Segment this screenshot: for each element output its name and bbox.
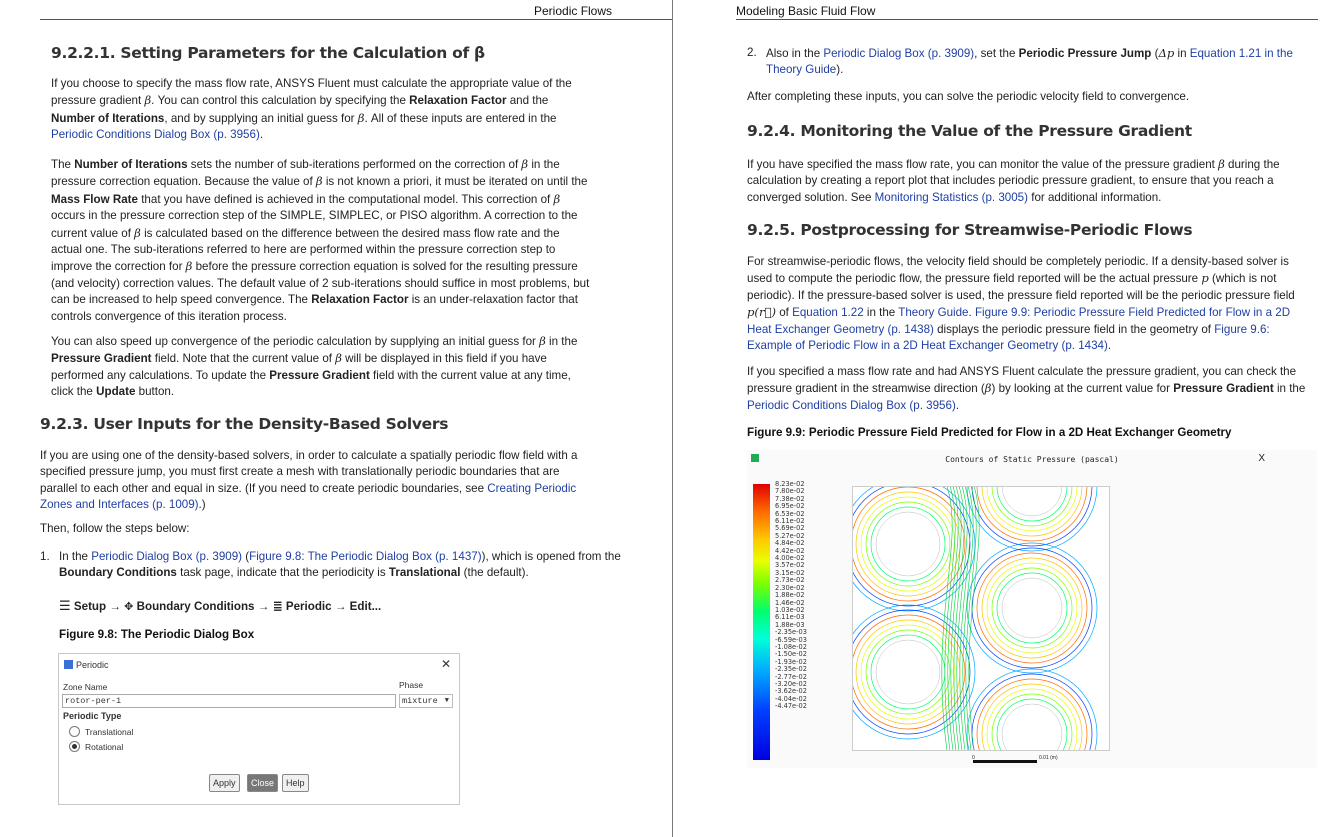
colorbar-tick-label: 1.88e-03	[775, 620, 805, 629]
tube-circle	[876, 640, 940, 704]
section-9-2-4-title: 9.2.4. Monitoring the Value of the Pressure Gradient	[747, 122, 1192, 140]
colorbar-tick-label: 4.00e-02	[775, 554, 805, 563]
colorbar-tick-label: -1.50e-02	[775, 650, 807, 659]
left-running-head: Periodic Flows	[534, 4, 613, 18]
contour-field	[852, 486, 1110, 751]
colorbar-tick-label: 7.38e-02	[775, 494, 805, 503]
paragraph-initial-guess: You can also speed up convergence of the periodic calculation by supplying an initial guess for β in the Pressure Gradient field. Note that the current value of β will be displayed in this field if you have performed any calculations. To update the Pressure Gradient field with the current value at any time, click the Update button.	[51, 334, 578, 399]
paragraph-monitoring: If you have specified the mass flow rate, you can monitor the value of the pressure gradient β during the calculation by creating a report plot that includes periodic pressure gradient, to ensure that you reach a converged solution. See Monitoring Statistics (p. 3005) for additional information.	[747, 157, 1280, 204]
colorbar-tick-label: -6.59e-03	[775, 635, 807, 644]
dialog-title: Periodic	[64, 660, 109, 670]
link-theory-guide[interactable]: Theory Guide	[898, 306, 969, 320]
colorbar-tick-label: 6.53e-02	[775, 509, 805, 518]
colorbar-tick-label: 1.88e-02	[775, 591, 805, 600]
close-icon[interactable]: X	[1258, 453, 1265, 464]
periodic-type-label: Periodic Type	[63, 711, 122, 721]
menu-path: ☰ Setup → ✥ Boundary Conditions → ≣ Periodic → Edit...	[59, 598, 382, 613]
scale-right-label: 0.01 (m)	[1039, 755, 1058, 761]
phase-select[interactable]: mixture ▼	[399, 694, 453, 708]
periodic-list-icon: ≣	[272, 599, 283, 613]
fluent-app-icon	[64, 660, 73, 669]
left-header-rule	[40, 19, 672, 20]
colorbar-tick-label: 5.69e-02	[775, 524, 805, 533]
link-monitoring-statistics[interactable]: Monitoring Statistics (p. 3005)	[874, 190, 1028, 204]
figure-9-9-caption: Figure 9.9: Periodic Pressure Field Predicted for Flow in a 2D Heat Exchanger Geometry	[747, 426, 1232, 439]
colorbar-tick-label: -2.35e-02	[775, 665, 807, 674]
section-9-2-5-title: 9.2.5. Postprocessing for Streamwise-Periodic Flows	[747, 221, 1193, 239]
colorbar	[753, 484, 770, 760]
boundary-conditions-icon: ✥	[124, 601, 134, 613]
paragraph-after-inputs: After completing these inputs, you can solve the periodic velocity field to convergence.	[747, 90, 1190, 103]
link-equation-1-21[interactable]: Equation 1.21 in the Theory Guide	[766, 47, 1293, 77]
phase-label: Phase	[399, 680, 424, 690]
colorbar-tick-label: 5.27e-02	[775, 531, 805, 540]
colorbar-tick-label: 6.11e-03	[775, 613, 805, 622]
colorbar-tick-label: -2.35e-03	[775, 628, 807, 637]
paragraph-streamwise: For streamwise-periodic flows, the velocity field should be completely periodic. If a density-based solver is used to compute the periodic flow, the pressure field reported will be the actual pressure p (which is not periodic). If the pressure-based solver is used, the pressure field reported will be the periodic pressure field p(r⃗) of Equation 1.22 in the Theory Guide. Figure 9.9: Periodic Pressure Field Predicted for Flow in a 2D Heat Exchanger Geometry (p. 1438) displays the periodic pressure field in the geometry of Figure 9.6: Example of Periodic Flow in a 2D Heat Exchanger Geometry (p. 1434).	[747, 255, 1295, 353]
zone-name-label: Zone Name	[63, 682, 108, 692]
colorbar-tick-label: -2.77e-02	[775, 672, 807, 681]
link-equation-1-22[interactable]: Equation 1.22	[792, 306, 864, 320]
colorbar-tick-label: 2.73e-02	[775, 576, 805, 585]
colorbar-tick-label: 6.11e-02	[775, 517, 805, 526]
step-2: 2. Also in the Periodic Dialog Box (p. 3909), set the Periodic Pressure Jump (Δp in Equation 1.21 in the Theory Guide).	[747, 46, 1293, 77]
section-9-2-3-title: 9.2.3. User Inputs for the Density-Based Solvers	[40, 415, 449, 433]
figure-9-8-caption: Figure 9.8: The Periodic Dialog Box	[59, 628, 255, 641]
scale-bar	[973, 760, 1037, 763]
colorbar-tick-label: 8.23e-02	[775, 480, 805, 488]
colorbar-tick-label: 3.57e-02	[775, 561, 805, 570]
colorbar-tick-label: -3.20e-02	[775, 679, 807, 688]
link-figure-9-8[interactable]: Figure 9.8: The Periodic Dialog Box (p. 1437)	[249, 550, 482, 563]
radio-circle-icon	[69, 726, 80, 737]
link-creating-periodic-zones[interactable]: Creating Periodic Zones and Interfaces (p. 1009)	[40, 481, 577, 512]
link-periodic-conditions-dialog-2[interactable]: Periodic Conditions Dialog Box (p. 3956)	[747, 398, 956, 412]
help-button[interactable]: Help	[282, 774, 309, 792]
section-9-2-2-1-title: 9.2.2.1. Setting Parameters for the Calculation of β	[51, 44, 485, 62]
tube-circle	[1002, 578, 1062, 638]
colorbar-tick-label: -1.08e-02	[775, 642, 807, 651]
contour-plot-title: Contours of Static Pressure (pascal)	[945, 455, 1119, 464]
link-periodic-dialog-box[interactable]: Periodic Dialog Box (p. 3909)	[91, 550, 243, 563]
colorbar-tick-label: -4.04e-02	[775, 694, 807, 703]
tube-circle	[876, 512, 940, 576]
paragraph-check-gradient: If you specified a mass flow rate and had ANSYS Fluent calculate the pressure gradient, you can check the pressure gradient in the streamwise direction (β) by looking at the current value for Pressure Gradient in the Periodic Conditions Dialog Box (p. 3956).	[747, 365, 1306, 412]
figure-9-9-contour-plot	[747, 450, 1317, 768]
link-periodic-conditions-dialog[interactable]: Periodic Conditions Dialog Box (p. 3956)	[51, 128, 260, 142]
paragraph-follow-steps: Then, follow the steps below:	[40, 522, 190, 535]
paragraph-density-based: If you are using one of the density-based solvers, in order to calculate a spatially periodic flow field with a specified pressure jump, you must first create a mesh with translationally periodic boundaries that are parallel to each other and equal in size. (If you need to create periodic boundaries, see Creating Periodic Zones and Interfaces (p. 1009).)	[40, 449, 578, 512]
zone-name-field[interactable]: rotor-per-1	[62, 694, 396, 708]
right-header-rule	[736, 19, 1318, 20]
chevron-down-icon: ▼	[444, 697, 449, 705]
colorbar-tick-label: 2.30e-02	[775, 583, 805, 592]
colorbar-tick-label: 4.42e-02	[775, 546, 805, 555]
colorbar-tick-label: 1.46e-02	[775, 598, 805, 607]
right-running-head: Modeling Basic Fluid Flow	[736, 4, 876, 18]
close-button[interactable]: Close	[247, 774, 278, 792]
colorbar-tick-label: -3.62e-02	[775, 687, 807, 696]
colorbar-labels	[775, 481, 807, 711]
colorbar-tick-label: 7.80e-02	[775, 487, 805, 496]
step-1: 1. In the Periodic Dialog Box (p. 3909) (Figure 9.8: The Periodic Dialog Box (p. 1437)), which is opened from the Boundary Conditions task page, indicate that the periodicity is Translational (the default).	[40, 550, 621, 580]
link-figure-9-6[interactable]: Figure 9.6: Example of Periodic Flow in a 2D Heat Exchanger Geometry (p. 1434)	[747, 322, 1270, 353]
colorbar-tick-label: 6.95e-02	[775, 502, 805, 511]
link-periodic-dialog-box-2[interactable]: Periodic Dialog Box (p. 3909)	[823, 47, 975, 60]
paragraph-relaxation-intro: If you choose to specify the mass flow rate, ANSYS Fluent must calculate the appropriate value of the pressure gradient β. You can control this calculation by specifying the Relaxation Factor and the Number of Iterations, and by supplying an initial guess for β. All of these inputs are entered in the Periodic Conditions Dialog Box (p. 3956).	[51, 77, 572, 142]
paragraph-number-of-iterations: The Number of Iterations sets the number of sub-iterations performed on the correction of β in the pressure correction equation. Because the value of β is not known a priori, it must be iterated on until the Mass Flow Rate that you have defined is achieved in the computational model. This correction of β occurs in the pressure correction step of the SIMPLE, SIMPLEC, or PISO algorithm. A correction to the current value of β is calculated based on the difference between the desired mass flow rate and the actual one. The sub-iterations referred to here are performed within the pressure correction step to improve the correction for β before the pressure correction equation is solved for the resulting pressure (and velocity) correction values. The default value of 2 sub-iterations should suffice in most problems, but can be increased to help speed convergence. The Relaxation Factor is an under-relaxation factor that controls convergence of this iteration process.	[51, 157, 590, 323]
colorbar-tick-label: -4.47e-02	[775, 702, 807, 711]
periodic-dialog	[58, 653, 460, 805]
dialog-close-icon[interactable]: ✕	[440, 657, 451, 671]
setup-icon: ☰	[59, 598, 71, 613]
radio-selected-icon	[69, 741, 80, 752]
apply-button[interactable]: Apply	[209, 774, 240, 792]
colorbar-tick-label: 4.84e-02	[775, 539, 805, 548]
scale-left-label: 0	[972, 755, 975, 761]
colorbar-tick-label: 3.15e-02	[775, 568, 805, 577]
radio-rotational[interactable]: Rotational	[69, 741, 123, 752]
radio-translational[interactable]: Translational	[69, 726, 133, 737]
colorbar-tick-label: 1.03e-02	[775, 605, 805, 614]
link-figure-9-9[interactable]: Figure 9.9: Periodic Pressure Field Predicted for Flow in a 2D Heat Exchanger Geometry (p. 1438)	[747, 306, 1291, 336]
colorbar-tick-label: -1.93e-02	[775, 657, 807, 666]
